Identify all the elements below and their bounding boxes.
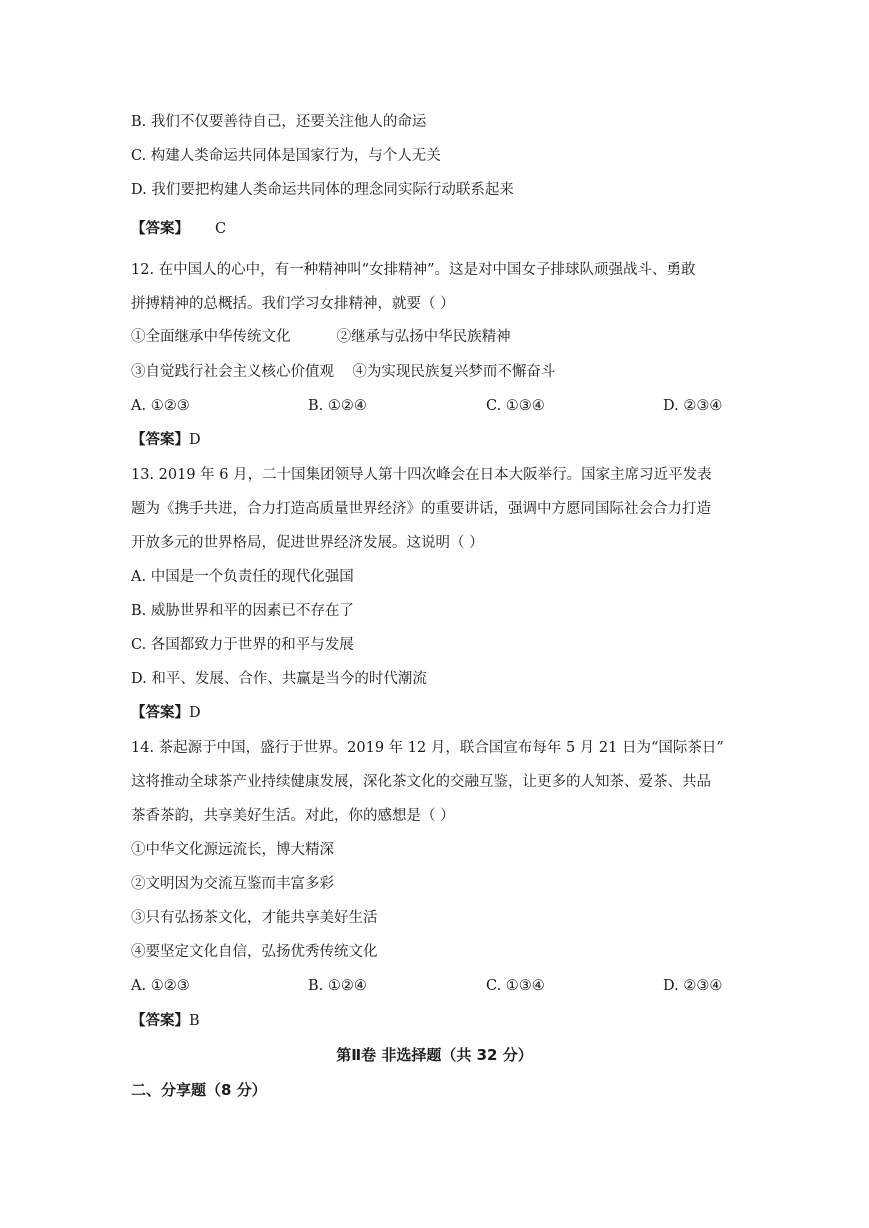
q12-stem-line-2: 拼搏精神的总概括。我们学习女排精神，就要（ ） bbox=[131, 296, 455, 312]
answer-value: D bbox=[189, 432, 201, 448]
q13-stem-line-2: 题为《携手共进，合力打造高质量世界经济》的重要讲话，强调中方愿同国际社会合力打造 bbox=[131, 501, 711, 517]
q13-answer bbox=[131, 703, 201, 723]
q14-statement-1: ①中华文化源远流长，博大精深 bbox=[131, 842, 334, 858]
answer-value: C bbox=[215, 221, 227, 237]
q12-answer bbox=[131, 430, 201, 450]
q11-option-b: B. 我们不仅要善待自己，还要关注他人的命运 bbox=[131, 114, 427, 130]
q11-option-c: C. 构建人类命运共同体是国家行为，与个人无关 bbox=[131, 148, 441, 164]
q11-answer bbox=[131, 219, 226, 239]
answer-label: 【答案】 bbox=[131, 704, 189, 721]
q14-choice-c: C. ①③④ bbox=[486, 978, 545, 994]
q14-statement-4: ④要坚定文化自信，弘扬优秀传统文化 bbox=[131, 944, 378, 960]
q12-choice-a: A. ①②③ bbox=[131, 398, 190, 414]
answer-value: D bbox=[189, 705, 201, 721]
q14-stem-line-2: 这将推动全球茶产业持续健康发展，深化茶文化的交融互鉴，让更多的人知茶、爱茶、共品 bbox=[131, 774, 711, 790]
q12-choice-d: D. ②③④ bbox=[663, 398, 723, 414]
q13-stem-line-3: 开放多元的世界格局，促进世界经济发展。这说明（ ） bbox=[131, 535, 484, 551]
part-title: 二、分享题（8 分） bbox=[131, 1081, 267, 1099]
q12-statements-2: ③自觉践行社会主义核心价值观 ④为实现民族复兴梦而不懈奋斗 bbox=[131, 364, 556, 380]
q14-choice-b: B. ①②④ bbox=[308, 978, 367, 994]
q11-option-d: D. 我们要把构建人类命运共同体的理念同实际行动联系起来 bbox=[131, 182, 514, 198]
q14-statement-2: ②文明因为交流互鉴而丰富多彩 bbox=[131, 876, 334, 892]
section-title: 第Ⅱ卷 非选择题（共 32 分） bbox=[336, 1046, 533, 1064]
q14-choice-d: D. ②③④ bbox=[663, 978, 723, 994]
q13-option-a: A. 中国是一个负责任的现代化强国 bbox=[131, 569, 354, 585]
q12-stem-line-1: 12. 在中国人的心中，有一种精神叫“女排精神”。这是对中国女子排球队顽强战斗、勇敢 bbox=[131, 262, 696, 278]
answer-label: 【答案】 bbox=[131, 220, 189, 237]
q13-option-c: C. 各国都致力于世界的和平与发展 bbox=[131, 637, 354, 653]
q13-option-d: D. 和平、发展、合作、共赢是当今的时代潮流 bbox=[131, 671, 427, 687]
q12-statements-1: ①全面继承中华传统文化 ②继承与弘扬中华民族精神 bbox=[131, 329, 511, 345]
q14-answer bbox=[131, 1011, 200, 1031]
q12-choice-c: C. ①③④ bbox=[486, 398, 545, 414]
q14-statement-3: ③只有弘扬茶文化，才能共享美好生活 bbox=[131, 910, 378, 926]
q13-stem-line-1: 13. 2019 年 6 月，二十国集团领导人第十四次峰会在日本大阪举行。国家主席习近平发表 bbox=[131, 467, 712, 483]
q14-stem-line-3: 茶香茶韵，共享美好生活。对此，你的感想是（ ） bbox=[131, 808, 455, 824]
answer-label: 【答案】 bbox=[131, 1012, 189, 1029]
q12-choice-b: B. ①②④ bbox=[308, 398, 367, 414]
q14-choice-a: A. ①②③ bbox=[131, 978, 190, 994]
q13-option-b: B. 威胁世界和平的因素已不存在了 bbox=[131, 603, 354, 619]
answer-label: 【答案】 bbox=[131, 431, 189, 448]
answer-value: B bbox=[189, 1013, 200, 1029]
q14-stem-line-1: 14. 茶起源于中国，盛行于世界。2019 年 12 月，联合国宣布每年 5 月 21 日为“国际茶日” bbox=[131, 740, 724, 756]
